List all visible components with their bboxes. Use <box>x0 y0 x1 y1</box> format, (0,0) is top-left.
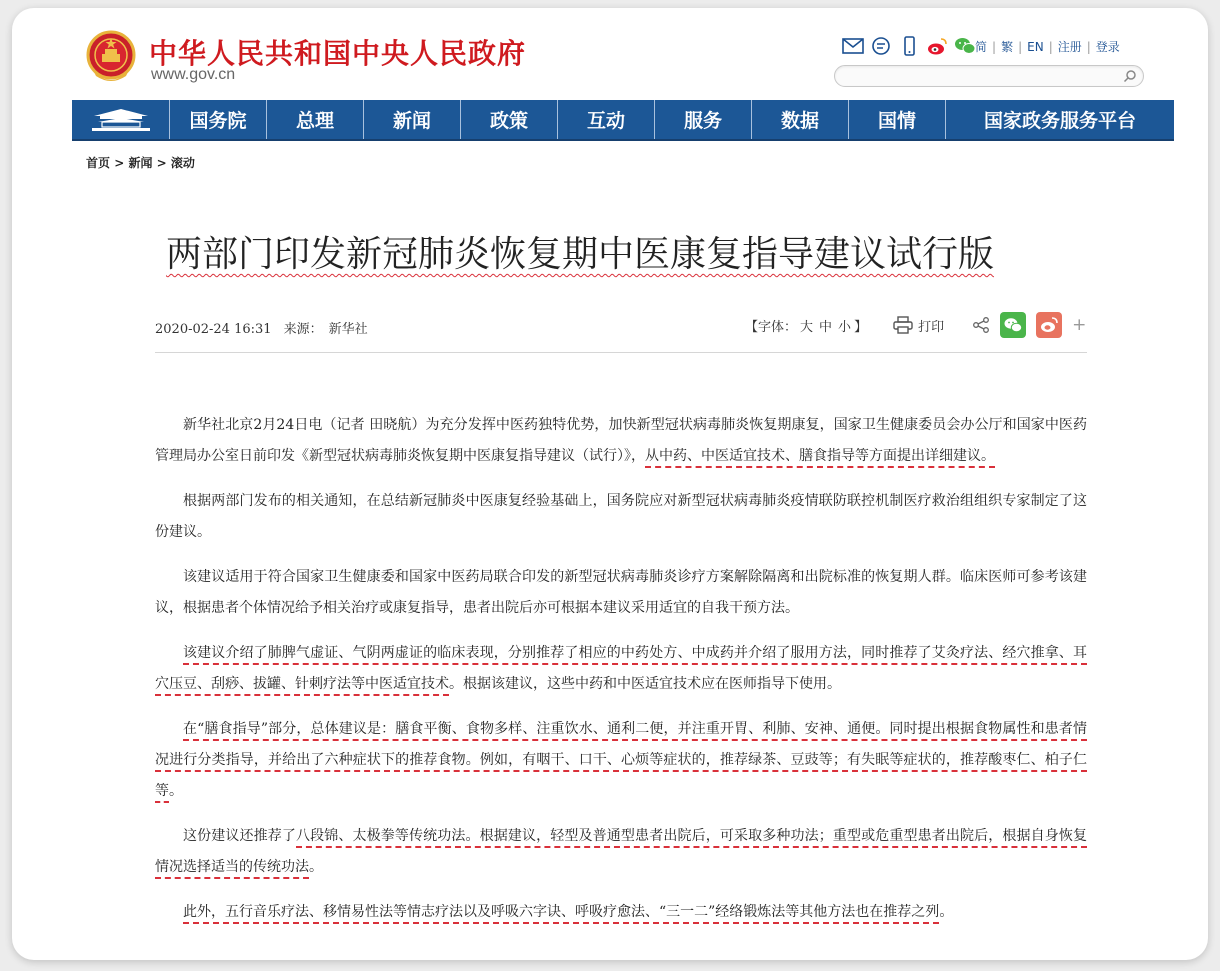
search-box <box>834 65 1144 87</box>
nav-item-services[interactable]: 服务 <box>655 100 752 139</box>
share-wechat-button[interactable] <box>1000 312 1026 338</box>
login-link[interactable]: 登录 <box>1095 40 1120 54</box>
font-size-close: 】 <box>854 319 868 335</box>
chat-icon[interactable] <box>870 36 892 56</box>
language-links: 简 | 繁 | EN | 注册 | 登录 <box>975 40 1120 54</box>
breadcrumb-scroll[interactable]: 滚动 <box>170 156 195 170</box>
font-size-large[interactable]: 大 <box>800 319 814 335</box>
article-paragraph: 新华社北京2月24日电（记者 田晓航）为充分发挥中医药独特优势，加快新型冠状病毒肺炎恢复期康复，国家卫生健康委员会办公厅和国家中医药管理局办公室日前印发《新型冠状病毒肺炎恢复期中医康复指导建议（试行）》，从中药、中医适宜技术、膳食指导等方面提出详细建议。 <box>155 417 1087 464</box>
nav-item-interaction[interactable]: 互动 <box>558 100 655 139</box>
divider <box>155 352 1087 353</box>
nav-item-national-info[interactable]: 国情 <box>849 100 946 139</box>
highlighted-text: 八段锦、太极拳等传统功法。根据建议，轻型及普通型患者出院后，可采取多种功法；重型或危重型患者出院后，根据自身恢复情况选择适当的传统功法 <box>155 828 1087 875</box>
article-meta <box>155 318 380 337</box>
nav-item-state-council[interactable]: 国务院 <box>170 100 267 139</box>
highlighted-text: 该建议介绍了肺脾气虚证、气阴两虚证的临床表现，分别推荐了相应的中药处方、中成药并介绍了服用方法，同时推荐了艾灸疗法、经穴推拿、耳穴压豆、刮痧、拔罐、针刺疗法等中医适宜技术 <box>155 645 1087 692</box>
breadcrumb-separator: > <box>110 156 129 170</box>
nav-item-premier[interactable]: 总理 <box>267 100 364 139</box>
article-paragraph: 根据两部门发布的相关通知，在总结新冠肺炎中医康复经验基础上，国务院应对新型冠状病毒肺炎疫情联防联控机制医疗救治组组织专家制定了这份建议。 <box>155 493 1087 540</box>
top-icon-bar <box>842 36 976 56</box>
weibo-icon <box>1039 316 1059 334</box>
lang-english-link[interactable]: EN <box>1027 40 1044 54</box>
print-button[interactable] <box>893 316 944 335</box>
mobile-icon[interactable] <box>898 36 920 56</box>
tiananmen-icon <box>90 107 152 133</box>
font-size-medium[interactable]: 中 <box>819 319 833 335</box>
search-icon[interactable] <box>1123 69 1137 83</box>
site-url[interactable]: www.gov.cn <box>151 66 236 83</box>
nav-item-news[interactable]: 新闻 <box>364 100 461 139</box>
share-weibo-button[interactable] <box>1036 312 1062 338</box>
article-paragraph: 在“膳食指导”部分，总体建议是：膳食平衡、食物多样、注重饮水、通利二便，并注重开胃、利肺、安神、通便。同时提出根据食物属性和患者情况进行分类指导，并给出了六种症状下的推荐食物。例如，有咽干、口干、心烦等症状的，推荐绿茶、豆豉等；有失眠等症状的，推荐酸枣仁、柏子仁等。 <box>155 721 1087 799</box>
print-label: 打印 <box>918 319 945 335</box>
breadcrumb-news[interactable]: 新闻 <box>128 156 153 170</box>
more-share-button[interactable]: + <box>1072 315 1087 335</box>
register-link[interactable]: 注册 <box>1057 40 1082 54</box>
site-title[interactable]: 中华人民共和国中央人民政府 <box>149 37 527 70</box>
highlighted-text: 此外，五行音乐疗法、移情易性法等情志疗法以及呼吸六字诀、呼吸疗愈法、“三一二”经络锻炼法等其他方法也在推荐之列 <box>183 904 940 920</box>
breadcrumb-home[interactable]: 首页 <box>86 156 111 170</box>
weibo-icon[interactable] <box>926 36 948 56</box>
nav-item-policies[interactable]: 政策 <box>461 100 558 139</box>
search-input[interactable] <box>845 68 1119 86</box>
page-frame <box>12 8 1208 960</box>
mail-icon[interactable] <box>842 36 864 56</box>
wechat-icon <box>1003 316 1023 334</box>
lang-traditional-link[interactable]: 繁 <box>1001 40 1014 54</box>
national-emblem-icon <box>86 30 136 86</box>
article-paragraph: 此外，五行音乐疗法、移情易性法等情志疗法以及呼吸六字诀、呼吸疗愈法、“三一二”经络锻炼法等其他方法也在推荐之列。 <box>183 904 954 920</box>
share-icon[interactable] <box>972 316 990 334</box>
article-paragraph: 该建议介绍了肺脾气虚证、气阴两虚证的临床表现，分别推荐了相应的中药处方、中成药并介绍了服用方法，同时推荐了艾灸疗法、经穴推拿、耳穴压豆、刮痧、拔罐、针刺疗法等中医适宜技术。根据该建议，这些中药和中医适宜技术应在医师指导下使用。 <box>155 645 1087 692</box>
nav-home[interactable] <box>72 100 170 139</box>
font-size-small[interactable]: 小 <box>838 319 852 335</box>
article-paragraph: 该建议适用于符合国家卫生健康委和国家中医药局联合印发的新型冠状病毒肺炎诊疗方案解除隔离和出院标准的恢复期人群。临床医师可参考该建议，根据患者个体情况给予相关治疗或康复指导，患者出院后亦可根据本建议采用适宜的自我干预方法。 <box>155 569 1087 616</box>
font-size-label: 【字体： <box>745 319 798 335</box>
article-paragraph: 这份建议还推荐了八段锦、太极拳等传统功法。根据建议，轻型及普通型患者出院后，可采取多种功法；重型或危重型患者出院后，根据自身恢复情况选择适当的传统功法。 <box>155 828 1087 875</box>
font-size-control <box>745 316 867 335</box>
article-tools <box>745 312 1086 338</box>
highlighted-text: 从中药、中医适宜技术、膳食指导等方面提出详细建议。 <box>645 448 995 464</box>
article-source: 新华社 <box>328 322 368 337</box>
breadcrumb <box>86 154 195 171</box>
article-date: 2020-02-24 16:31 <box>155 322 272 337</box>
article-title: 两部门印发新冠肺炎恢复期中医康复指导建议试行版 <box>166 234 995 275</box>
highlighted-text: 在“膳食指导”部分，总体建议是：膳食平衡、食物多样、注重饮水、通利二便，并注重开胃、利肺、安神、通便。同时提出根据食物属性和患者情况进行分类指导，并给出了六种症状下的推荐食物。例如，有咽干、口干、心烦等症状的，推荐绿茶、豆豉等；有失眠等症状的，推荐酸枣仁、柏子仁等 <box>155 721 1087 799</box>
breadcrumb-separator: > <box>152 156 171 170</box>
nav-item-data[interactable]: 数据 <box>752 100 849 139</box>
lang-simplified-link[interactable]: 简 <box>975 40 988 54</box>
wechat-icon[interactable] <box>954 36 976 56</box>
nav-item-service-platform[interactable]: 国家政务服务平台 <box>983 110 1136 132</box>
main-nav <box>72 100 1174 141</box>
source-label: 来源： <box>283 322 323 337</box>
printer-icon <box>893 316 913 334</box>
article-body <box>155 410 1087 942</box>
